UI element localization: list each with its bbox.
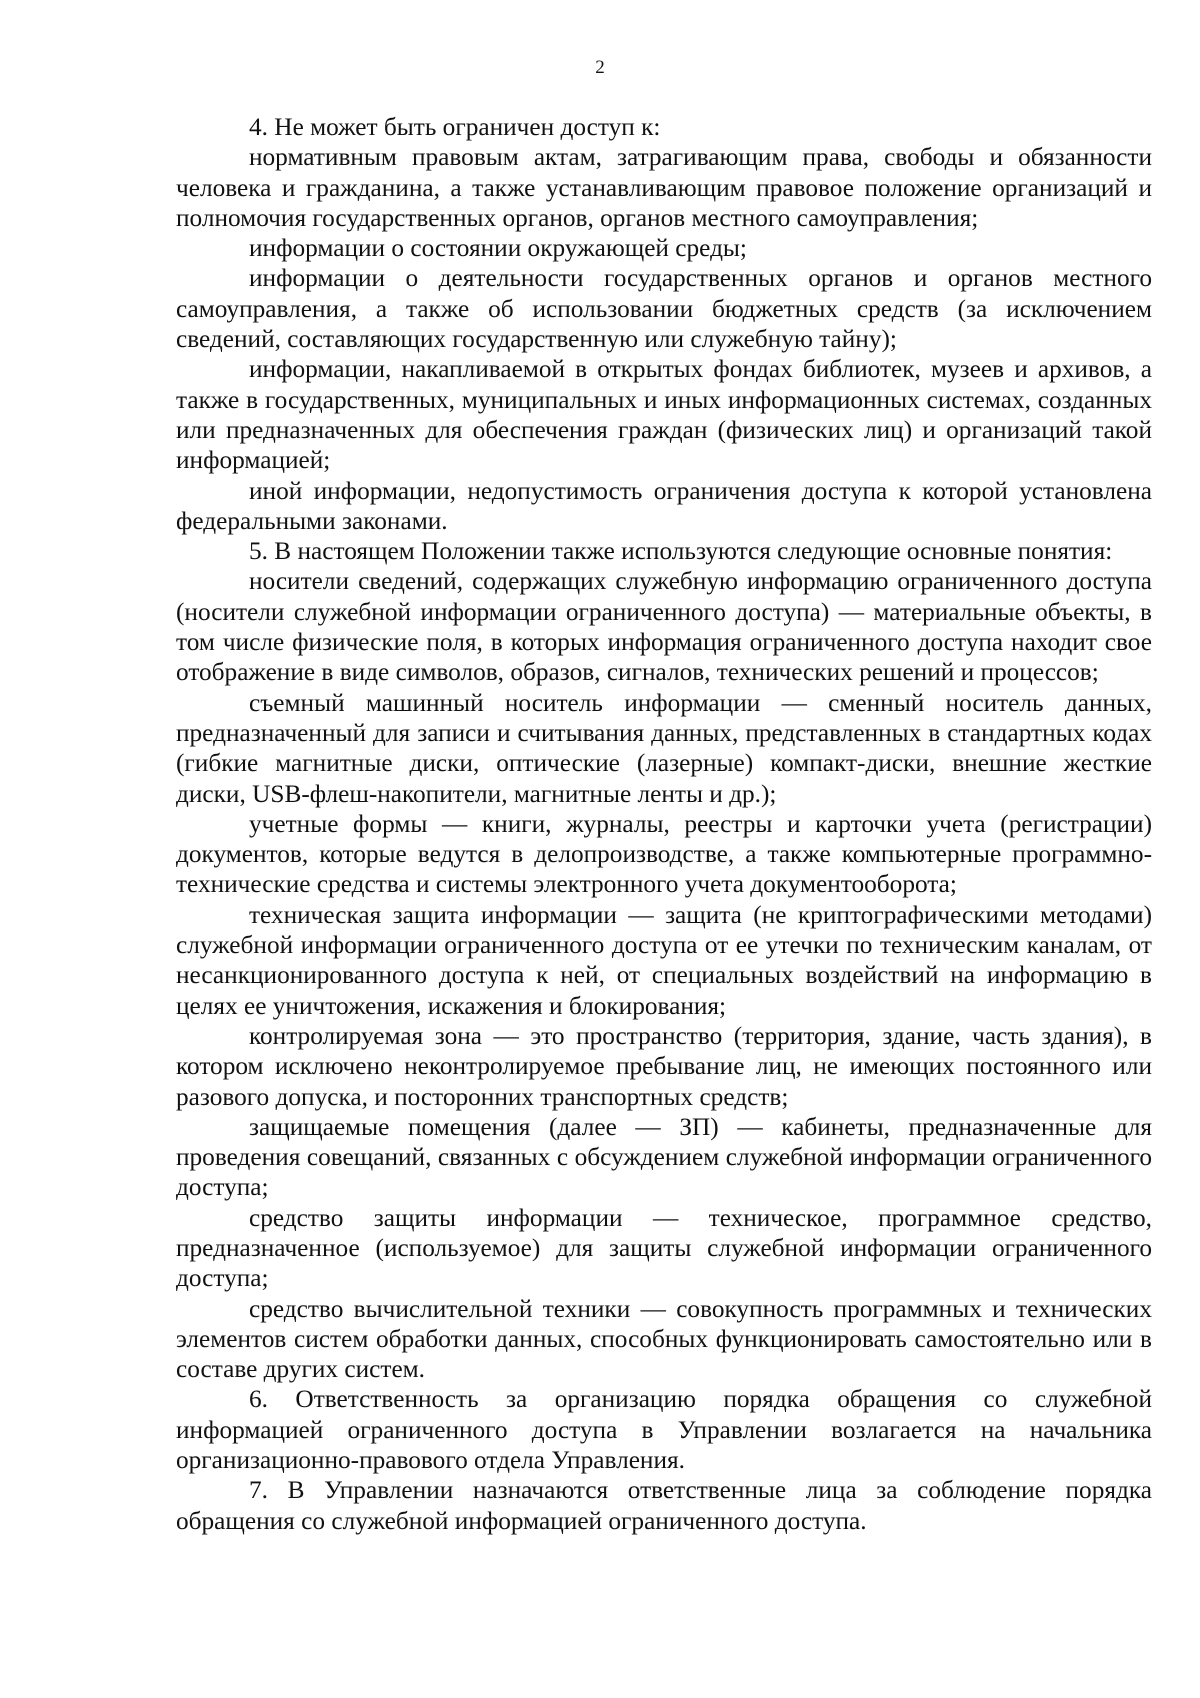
document-body — [176, 112, 1152, 1536]
definition-information-carriers: носители сведений, содержащих служебную информацию ограниченного доступа (носители служебной информации ограниченного доступа) — материальные объекты, в том числе физические поля, в которых информация ограниченного доступа находит свое отображение в виде символов, образов, сигналов, технических решений и процессов; — [176, 567, 1152, 687]
definition-computing-equipment: средство вычислительной техники — совокупность программных и технических элементов систем обработки данных, способных функционировать самостоятельно или в составе других систем. — [176, 1294, 1152, 1384]
definition-protected-premises: защищаемые помещения (далее — ЗП) — кабинеты, предназначенные для проведения совещаний, связанных с обсуждением служебной информации ограниченного доступа; — [176, 1112, 1152, 1202]
paragraph-government-activity-info: информации о деятельности государственных органов и органов местного самоуправления, а также об использовании бюджетных средств (за исключением сведений, составляющих государственную или служебную тайну); — [176, 264, 1152, 354]
definition-accounting-forms: учетные формы — книги, журналы, реестры и карточки учета (регистрации) документов, которые ведутся в делопроизводстве, а также компьютерные программно-технические средства и системы электронного учета документооборота; — [176, 809, 1152, 899]
paragraph-item-5-heading: 5. В настоящем Положении также используются следующие основные понятия: — [249, 537, 1113, 566]
paragraph-item-4-heading: 4. Не может быть ограничен доступ к: — [249, 113, 661, 141]
paragraph-item-6: 6. Ответственность за организацию порядка обращения со служебной информацией ограниченного доступа в Управлении возлагается на начальника организационно-правового отдела Управления. — [176, 1385, 1152, 1475]
definition-technical-protection: техническая защита информации — защита (не криптографическими методами) служебной информации ограниченного доступа от ее утечки по техническим каналам, от несанкционированного доступа к ней, от специальных воздействий на информацию в целях ее уничтожения, искажения и блокирования; — [176, 900, 1152, 1020]
page-number: 2 — [595, 57, 605, 78]
definition-controlled-zone: контролируемая зона — это пространство (территория, здание, часть здания), в котором исключено неконтролируемое пребывание лиц, не имеющих постоянного или разового допуска, и посторонних транспортных средств; — [176, 1021, 1152, 1111]
definition-protection-means: средство защиты информации — техническое, программное средство, предназначенное (используемое) для защиты служебной информации ограниченного доступа; — [176, 1203, 1152, 1293]
definition-removable-media: съемный машинный носитель информации — сменный носитель данных, предназначенный для записи и считывания данных, представленных в стандартных кодах (гибкие магнитные диски, оптические (лазерные) компакт-диски, внешние жесткие диски, USB-флеш-накопители, магнитные ленты и др.); — [176, 688, 1152, 808]
paragraph-other-info: иной информации, недопустимость ограничения доступа к которой установлена федеральными законами. — [176, 476, 1152, 535]
paragraph-environment-info: информации о состоянии окружающей среды; — [249, 234, 747, 263]
paragraph-open-funds-info: информации, накапливаемой в открытых фондах библиотек, музеев и архивов, а также в государственных, муниципальных и иных информационных системах, созданных или предназначенных для обеспечения граждан (физических лиц) и организаций такой информацией; — [176, 355, 1152, 475]
paragraph-normative-acts: нормативным правовым актам, затрагивающим права, свободы и обязанности человека и гражданина, а также устанавливающим правовое положение организаций и полномочия государственных органов, органов местного самоуправления; — [176, 143, 1152, 232]
paragraph-item-7: 7. В Управлении назначаются ответственные лица за соблюдение порядка обращения со служебной информацией ограниченного доступа. — [176, 1476, 1152, 1535]
